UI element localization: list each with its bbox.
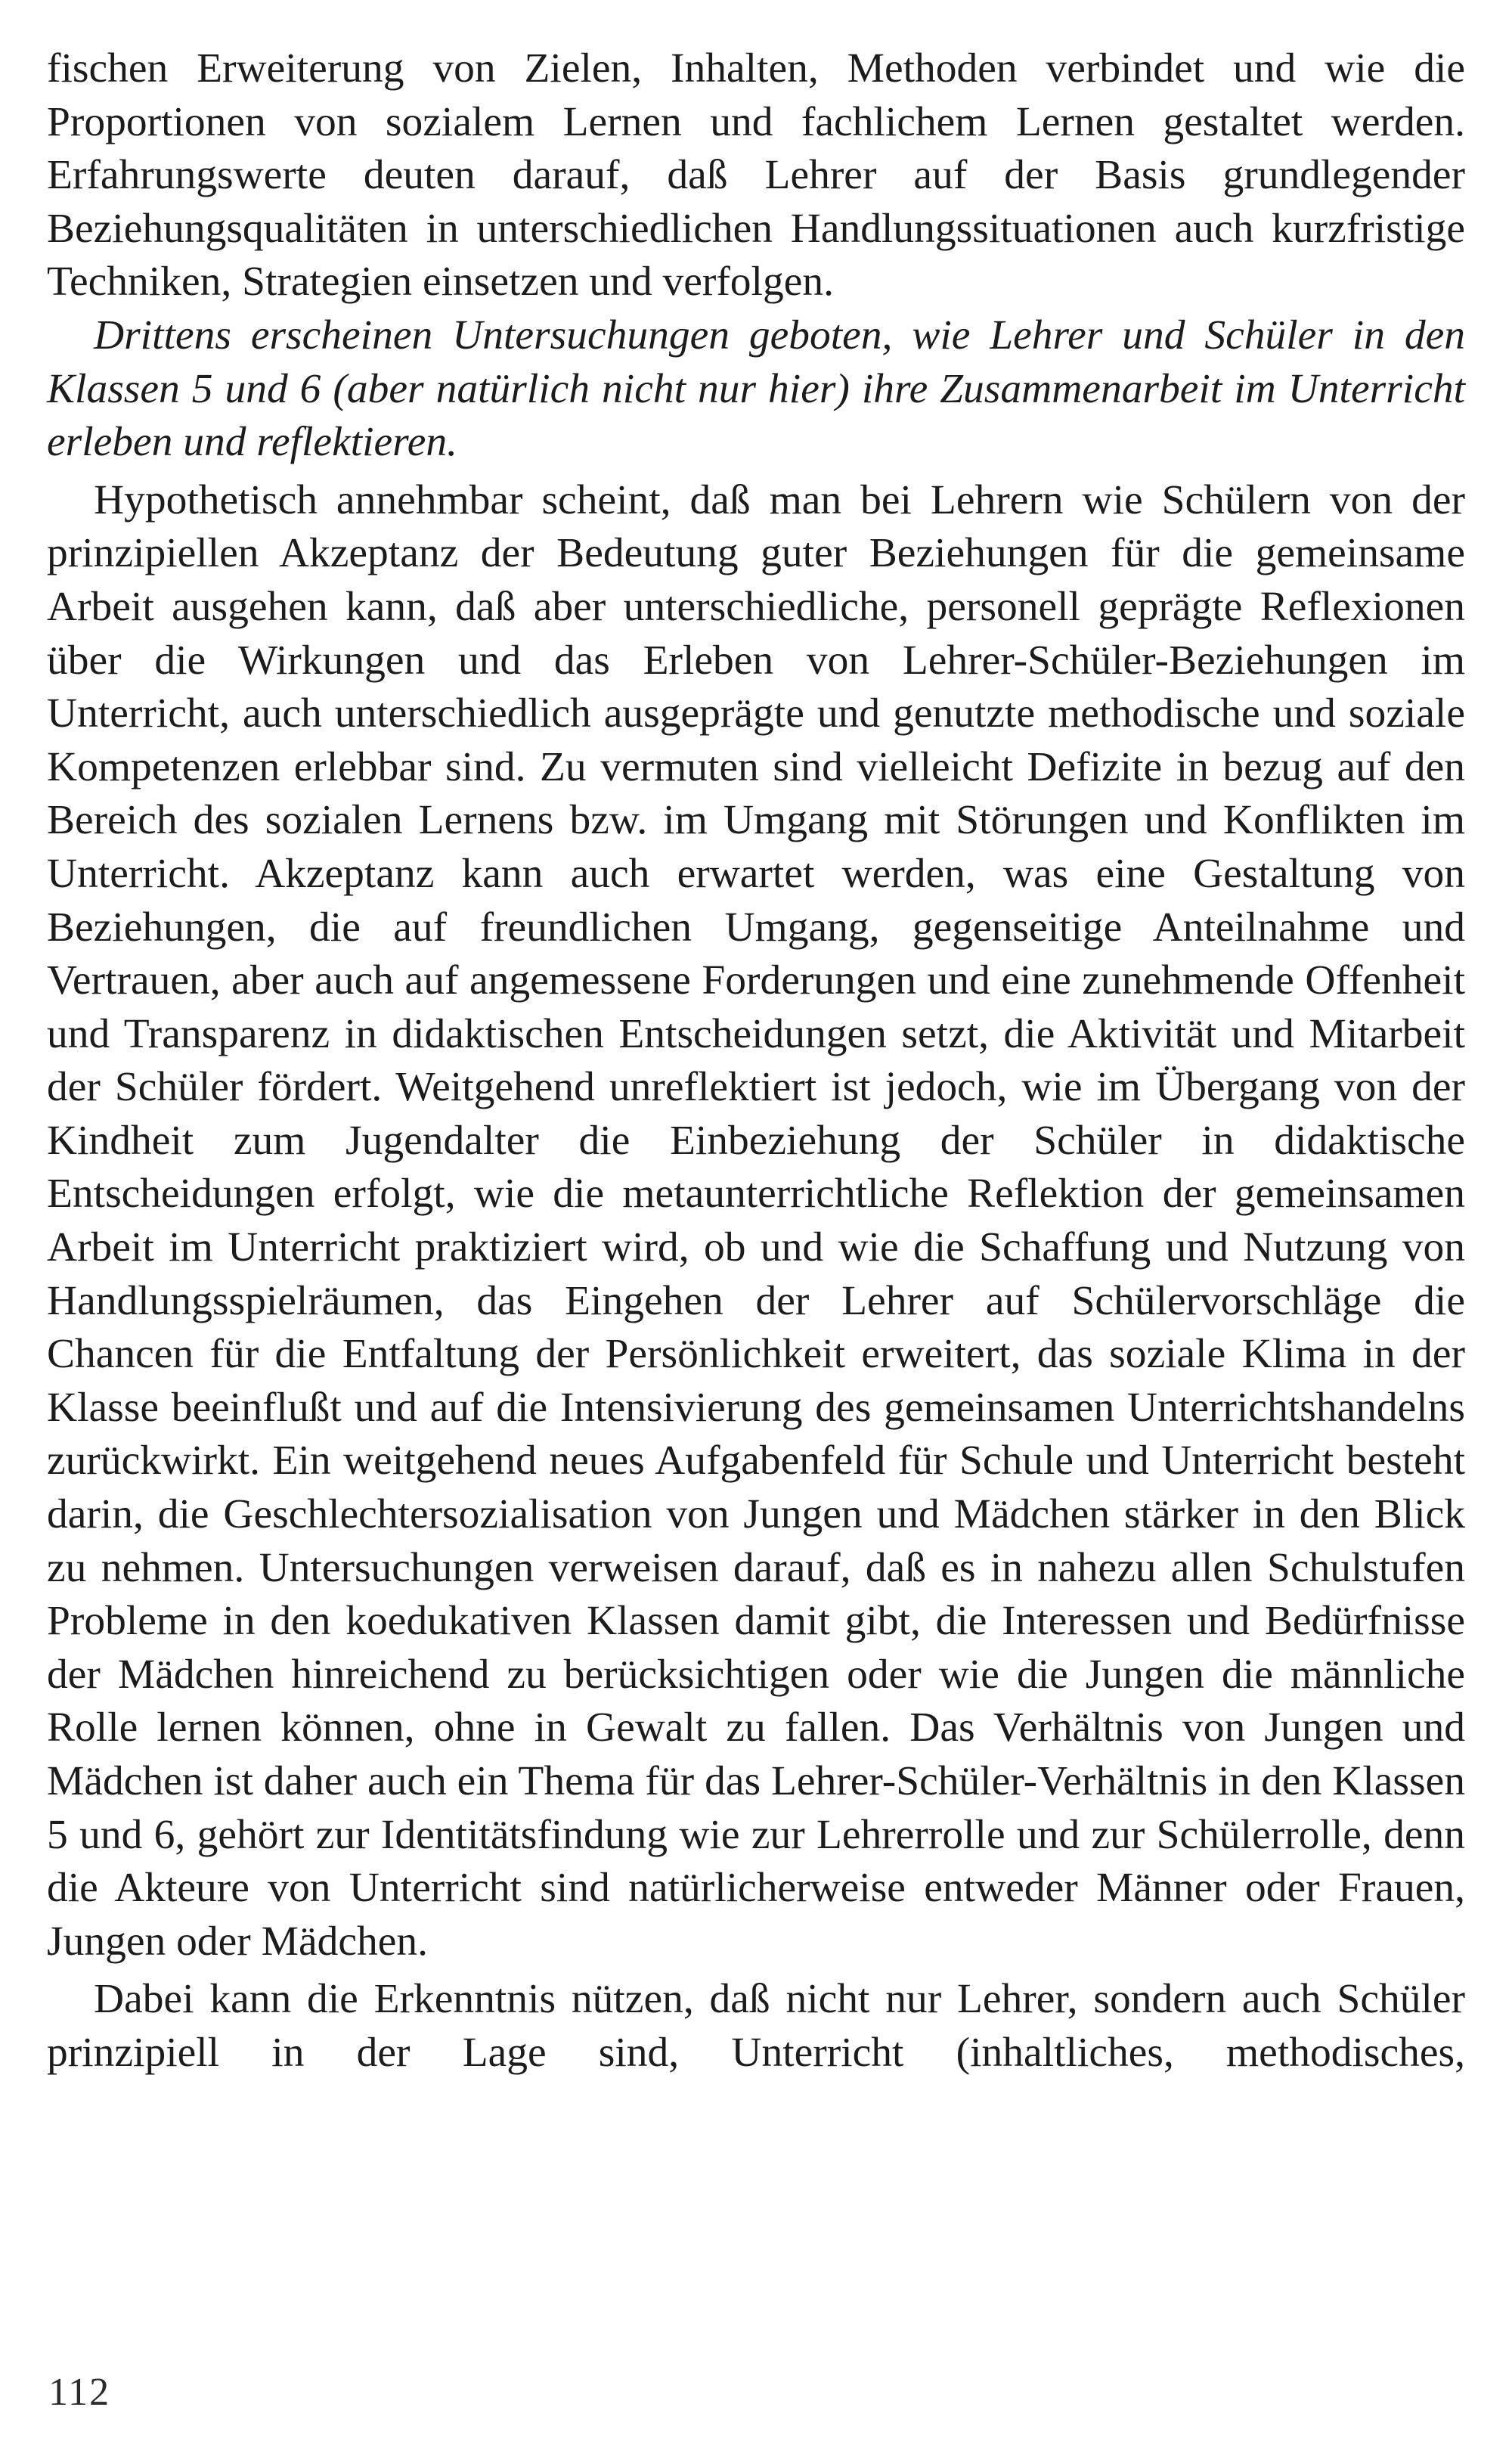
paragraph-conclusion-start: Dabei kann die Erkenntnis nützen, daß nicht nur Lehrer, sondern auch Schüler prinzipiell in der Lage sind, Unterricht (inhaltliches, methodisches,: [47, 1976, 1465, 2076]
page-number: 112: [48, 2371, 111, 2414]
page-body: [47, 42, 1465, 2080]
paragraph-continuation: fischen Erweiterung von Zielen, Inhalten, Methoden verbindet und wie die Proportionen von sozialem Lernen und fachlichem Lernen gestaltet werden. Erfahrungswerte deuten darauf, daß Lehrer auf der Basis grundlegender Beziehungsqualitäten in unterschiedlichen Handlungssituationen auch kurzfristige Techniken, Strategien einsetzen und verfolgen.: [47, 45, 1465, 306]
paragraph-hypothesis: Hypothetisch annehmbar scheint, daß man bei Lehrern wie Schülern von der prinzipiellen Akzeptanz der Bedeutung guter Beziehungen für die gemeinsame Arbeit ausgehen kann, daß aber unterschiedliche, personell geprägte Reflexionen über die Wirkungen und das Erleben von Lehrer-Schüler-Beziehungen im Unterricht, auch unterschiedlich ausgeprägte und genutzte methodische und soziale Kompetenzen erlebbar sind. Zu vermuten sind vielleicht Defizite in bezug auf den Bereich des sozialen Lernens bzw. im Umgang mit Störungen und Konflikten im Unterricht. Akzeptanz kann auch erwartet werden, was eine Gestaltung von Beziehungen, die auf freundlichen Umgang, gegenseitige Anteilnahme und Vertrauen, aber auch auf angemessene Forderungen und eine zunehmende Offenheit und Transparenz in didaktischen Entscheidungen setzt, die Aktivität und Mitarbeit der Schüler fördert. Weitgehend unreflektiert ist jedoch, wie im Übergang von der Kindheit zum Jugendalter die Einbeziehung der Schüler in didaktische Entscheidungen erfolgt, wie die metaunterrichtliche Reflektion der gemeinsamen Arbeit im Unterricht praktiziert wird, ob und wie die Schaffung und Nutzung von Handlungsspielräumen, das Eingehen der Lehrer auf Schülervorschläge die Chancen für die Entfaltung der Persönlichkeit erweitert, das soziale Klima in der Klasse beeinflußt und auf die Intensivierung des gemeinsamen Unterrichtshandelns zurückwirkt. Ein weitgehend neues Aufgabenfeld für Schule und Unterricht besteht darin, die Geschlechtersozialisation von Jungen und Mädchen stärker in den Blick zu nehmen. Untersuchungen verweisen darauf, daß es in nahezu allen Schulstufen Probleme in den koedukativen Klassen damit gibt, die Interessen und Bedürfnisse der Mädchen hinreichend zu berücksichtigen oder wie die Jungen die männliche Rolle lernen können, ohne in Gewalt zu fallen. Das Verhältnis von Jungen und Mädchen ist daher auch ein Thema für das Lehrer-Schüler-Verhältnis in den Klassen 5 und 6, gehört zur Identitätsfindung wie zur Lehrerrolle und zur Schülerrolle, denn die Akteure von Unterricht sind natürlicherweise entweder Männer oder Frauen, Jungen oder Mädchen.: [47, 476, 1465, 1965]
paragraph-italic-research-note: Drittens erscheinen Untersuchungen geboten, wie Lehrer und Schüler in den Klassen 5 und 6 (aber natürlich nicht nur hier) ihre Zusammenarbeit im Unterricht erleben und reflektieren.: [47, 312, 1465, 466]
